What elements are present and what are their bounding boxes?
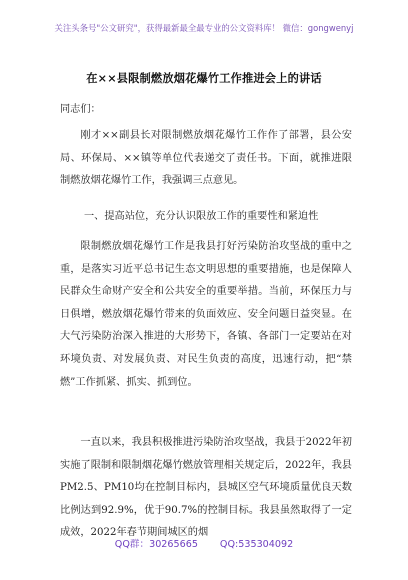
paragraph-body: 限制燃放烟花爆竹工作是我县打好污染防治攻坚战的重中之重，是落实习近平总书记生态文明思想的重要措施，也是保障人民群众生命财产安全和公共安全的重要举措。当前，环保压力与日俱增，燃放烟花爆竹带来的负面效应、安全问题日益突显。在大气污染防治深入推进的大形势下，各镇、各部门一定要站在对环境负责、对发展负责、对民生负责的高度，迅速行动，把“禁燃”工作抓紧、抓实、抓到位。 xyxy=(60,241,352,388)
header-note: 关注头条号"公文研究"，获得最新最全最专业的公文资料库！ 微信：gongwenyj xyxy=(54,23,354,33)
footer-qq: QQ:535304092 xyxy=(219,539,294,550)
paragraph-body: 一直以来，我县积极推进污染防治攻坚战，我县于2022年初实施了限制和限制烟花爆竹燃放管理相关规定后，2022年，我县PM2.5、PM10均在控制目标内，县城区空气环境质量优良天数比例达到92.9%，优于90.7%的控制目标。我县虽然取得了一定成效，2022年春节期间城区的烟 xyxy=(60,437,352,539)
salutation: 同志们： xyxy=(60,104,101,115)
section-heading: 一、提高站位，充分认识限放工作的重要性和紧迫性 xyxy=(84,211,319,222)
footer-contact xyxy=(0,536,408,550)
footer-qq-group: QQ群：30265665 xyxy=(114,539,198,550)
paragraph-intro: 刚才××副县长对限制燃放烟花爆竹工作作了部署，县公安局、环保局、××镇等单位代表递交了责任书。下面，就推进限制燃放烟花爆竹工作，我强调三点意见。 xyxy=(60,130,352,187)
document-title: 在××县限制燃放烟花爆竹工作推进会上的讲话 xyxy=(86,71,322,85)
